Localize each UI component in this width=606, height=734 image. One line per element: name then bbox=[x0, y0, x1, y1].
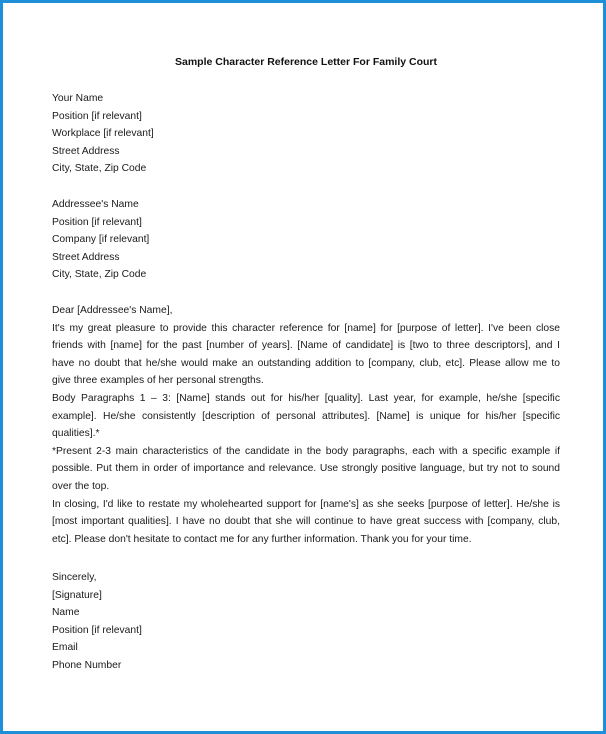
body-line: etc]. Please don't hesitate to contact me for any further information. Thank you for your time. bbox=[52, 533, 472, 545]
body-line: In closing, I'd like to restate my wholehearted support for [name's] as she seeks [purpose of letter]. He/she is bbox=[52, 498, 560, 510]
addressee-line: Street Address bbox=[52, 251, 120, 263]
sender-block bbox=[52, 90, 560, 178]
closing-block bbox=[52, 569, 560, 675]
body-line: friends with [name] for the past [number of years]. [Name of candidate] is [two to three descriptors], and I bbox=[52, 340, 560, 352]
body-line: give three examples of her personal strengths. bbox=[52, 375, 264, 387]
closing-line: Sincerely, bbox=[52, 572, 97, 583]
closing-line: Name bbox=[52, 607, 80, 619]
letter-body bbox=[52, 302, 560, 548]
closing-line: Position [if relevant] bbox=[52, 624, 142, 636]
body-line: Body Paragraphs 1 – 3: [Name] stands out for his/her [quality]. Last year, for example, he/she [specific bbox=[52, 392, 560, 404]
addressee-line: City, State, Zip Code bbox=[52, 269, 147, 281]
body-line: possible. Put them in order of importance and relevance. Use strongly positive language, but try not to sound bbox=[52, 463, 560, 475]
body-line: Dear [Addressee's Name], bbox=[52, 305, 173, 316]
addressee-line: Addressee's Name bbox=[52, 199, 139, 210]
sender-line: Street Address bbox=[52, 145, 120, 157]
addressee-block bbox=[52, 196, 560, 284]
body-line: over the top. bbox=[52, 480, 110, 492]
addressee-line: Company [if relevant] bbox=[52, 234, 150, 246]
sender-line: Position [if relevant] bbox=[52, 110, 142, 122]
body-line: *Present 2-3 main characteristics of the candidate in the body paragraphs, each with a specific example if bbox=[52, 445, 560, 457]
body-line: have no doubt that he/she would make an outstanding addition to [company, club, etc]. Please allow me to bbox=[52, 357, 560, 369]
sender-line: City, State, Zip Code bbox=[52, 163, 147, 175]
body-line: [most important qualities]. I have no doubt that she will continue to have great success with [company, club, bbox=[52, 516, 560, 528]
document-title: Sample Character Reference Letter For Family Court bbox=[175, 56, 437, 68]
addressee-line: Position [if relevant] bbox=[52, 216, 142, 228]
body-line: example]. He/she consistently [description of personal attributes]. [Name] is unique for his/her [specific bbox=[52, 410, 560, 422]
sender-line: Your Name bbox=[52, 93, 104, 104]
signature-line: [Signature] bbox=[52, 589, 102, 601]
body-line: qualities].* bbox=[52, 428, 100, 440]
body-line: It's my great pleasure to provide this character reference for [name] for [purpose of letter]. I've been close bbox=[52, 322, 560, 334]
closing-line: Phone Number bbox=[52, 659, 122, 671]
sender-line: Workplace [if relevant] bbox=[52, 128, 154, 140]
closing-line: Email bbox=[52, 642, 78, 654]
